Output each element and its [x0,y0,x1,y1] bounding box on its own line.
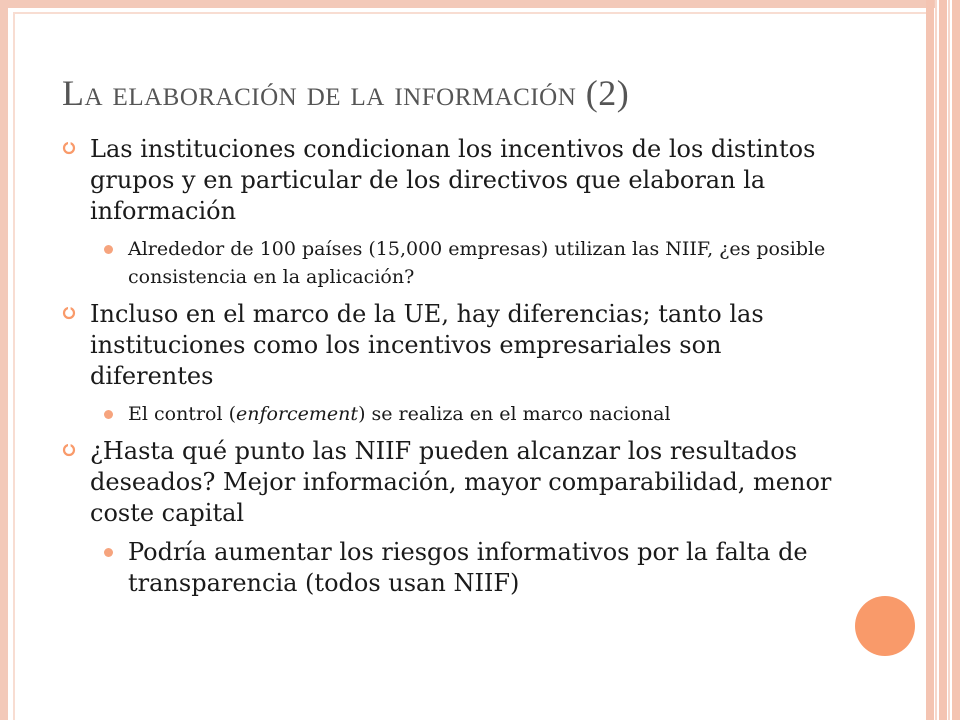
slide-border-inner-top [13,12,931,14]
sub-bullet-text-prefix: El control ( [128,403,236,425]
open-circle-bullet-icon [62,306,76,320]
bullet-item [62,299,852,392]
sub-bullet-item [62,537,852,599]
bullet-text: ¿Hasta qué punto las NIIF pueden alcanzar los resultados deseados? Mejor información, mayor comparabilidad, menor coste capital [90,437,832,527]
filled-dot-bullet-icon [104,548,113,557]
slide-border-left [0,0,8,720]
bullet-text: Las instituciones condicionan los incentivos de los distintos grupos y en particular de los directivos que elaboran la información [90,135,816,225]
slide-content [62,134,852,607]
sub-bullet-item [62,400,852,428]
bullet-item [62,436,852,529]
filled-dot-bullet-icon [104,410,113,419]
filled-dot-bullet-icon [104,245,113,254]
decorative-circle [855,596,915,656]
sub-bullet-text: Podría aumentar los riesgos informativos por la falta de transparencia (todos usan NIIF) [128,538,808,597]
bullet-text: Incluso en el marco de la UE, hay diferencias; tanto las instituciones como los incentivos empresariales son diferentes [90,300,764,390]
sub-bullet-item [62,235,852,291]
sub-bullet-emphasis: enforcement [236,403,359,425]
slide-border-top [0,0,935,8]
slide-title: La elaboración de la información (2) [62,73,630,113]
slide-border-inner-left [13,12,15,720]
bullet-item [62,134,852,227]
right-stripes-decoration [926,0,960,720]
sub-bullet-text: Alrededor de 100 países (15,000 empresas) utilizan las NIIF, ¿es posible consistencia en la aplicación? [128,238,826,288]
sub-bullet-text-suffix: ) se realiza en el marco nacional [358,403,671,425]
open-circle-bullet-icon [62,141,76,155]
open-circle-bullet-icon [62,443,76,457]
